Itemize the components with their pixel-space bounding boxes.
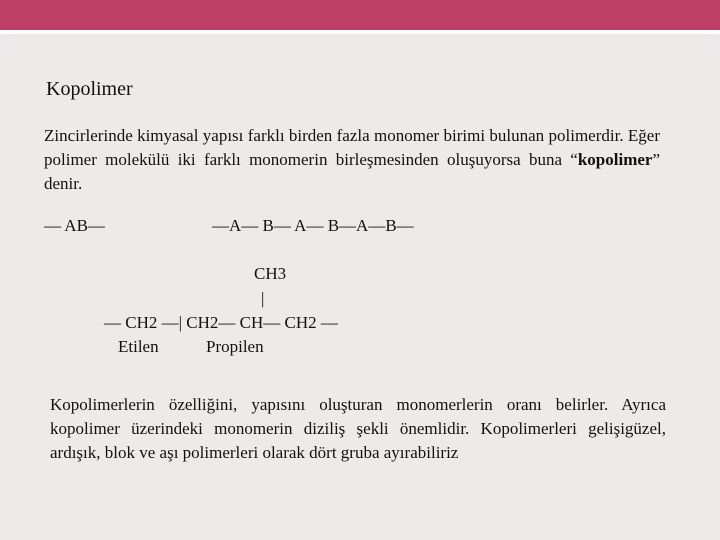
definition-text-end: ” denir.: [44, 150, 660, 193]
copolymer-chain: — CH2 —| CH2— CH— CH2 —: [104, 313, 338, 332]
formula-alternating: —A— B— A— B—A—B—: [212, 216, 414, 235]
label-propilen: Propilen: [206, 337, 264, 356]
properties-paragraph: Kopolimerlerin özelliğini, yapısını oluşturan monomerlerin oranı belirler. Ayrıca kopolimer üzerindeki monomerin diziliş şekli önemlidir. Kopolimerleri gelişigüzel, ardışık, blok ve aşı polimerleri olarak dört gruba ayırabiliriz: [50, 395, 666, 462]
header-divider: [0, 30, 720, 34]
ch3-group: CH3: [254, 264, 287, 283]
slide-title: Kopolimer: [46, 78, 133, 100]
label-etilen: Etilen: [118, 337, 159, 356]
definition-term: kopolimer: [577, 150, 653, 169]
vertical-bond: |: [261, 289, 265, 308]
definition-text: Zincirlerinde kimyasal yapısı farklı birden fazla monomer birimi bulunan polimerdir. Eğer polimer molekülü iki farklı monomerin birleşmesinden oluşuyorsa buna “: [44, 126, 660, 169]
formula-ab: — AB—: [44, 216, 105, 235]
header-band: [0, 0, 720, 30]
definition-paragraph: [44, 124, 660, 196]
